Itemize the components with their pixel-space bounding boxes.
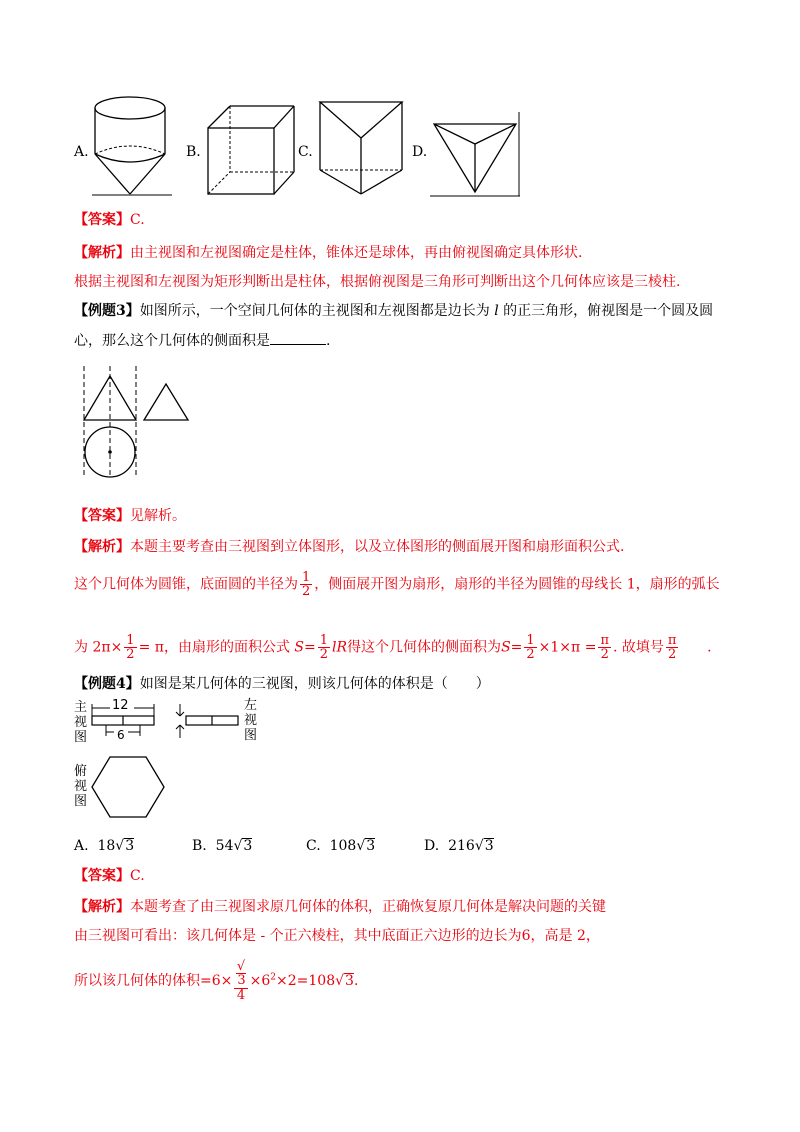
radicand: 3 [237,973,246,988]
q3-three-view-figure [76,366,216,482]
q4-text: 如图是某几何体的三视图，则该几何体的体积是（ ） [139,676,490,692]
q4-l3-end: . [353,973,359,989]
option-b-label: B. [186,144,201,160]
frac-num: √ 3 [234,960,247,989]
frac-den: 2 [319,647,329,662]
q3-analysis-line3 [74,634,712,661]
frac-num: 1 [319,633,329,648]
fraction-pi-half [666,634,679,661]
q2-analysis-line [74,243,582,263]
fraction-sqrt3-over-4 [234,960,247,1002]
q2-answer-tag: 【答案】 [74,212,130,228]
q2-analysis-line2: 根据主视图和左视图为矩形判断出是柱体，根据俯视图是三角形可判断出这个几何体应该是三棱柱. [74,274,681,290]
frac-den: 2 [302,584,311,599]
radicand: 3 [345,973,354,989]
q3-l2-a: 这个几何体为圆锥，底面圆的半径为 [74,576,298,593]
q2-analysis-text: 由主视图和左视图确定是柱体，锥体还是球体，再由俯视图确定具体形状. [130,245,583,261]
frac-num: 1 [526,633,535,648]
option-c-label: C. [298,144,313,160]
fraction-one-half [124,634,136,661]
var-lr: lR [332,639,348,656]
hexagon-top-view [90,754,166,820]
q2-answer-text: C. [130,212,145,228]
top-view-label: 俯视图 [74,764,88,809]
q3-answer-text: 见解析。 [130,508,186,524]
option-coef: 216 [448,838,475,854]
q3-l3-g: . [707,639,712,656]
q2-analysis-tag: 【解析】 [74,245,130,261]
var-s: S [294,639,305,656]
q4-analysis-line [74,897,606,917]
q4-answer-tag: 【答案】 [74,868,130,884]
q3-l3-c: 得这个几何体的侧面积为 [347,639,502,656]
q4-answer-text: C. [130,868,145,884]
q3-answer-tag: 【答案】 [74,508,130,524]
q3-answer-line [74,506,186,526]
q3-l3-a: 为 2 [74,639,102,656]
pi-symbol: π [101,639,111,656]
frac-num: 1 [126,633,135,648]
q3-analysis-line [74,537,624,557]
q3-line2-text: 心，那么这个几何体的侧面积是 [74,333,270,349]
q3-l3-d: ×1× [538,639,572,656]
q2-answer-line [74,210,145,230]
frac-den: 2 [126,647,135,662]
q3-text-a: 如图所示，一个空间几何体的主视图和左视图都是边长为 [139,303,490,319]
q3-l3-f: . 故填号 [612,639,664,656]
option-radicand: 3 [484,838,494,854]
option-coef: 108 [329,838,357,854]
eq-symbol: = [304,639,316,656]
q4-l3-b: ×6 [249,973,271,989]
q4-l3-c: ×2=108 [276,973,336,989]
option-d-label: D. [412,144,428,160]
front-view-label: 主视图 [74,700,88,745]
frac-num: π [600,633,609,648]
fraction-one-half [300,571,312,598]
option-letter: C. [306,838,321,854]
exponent-2: 2 [270,972,277,983]
frac-den: 4 [236,988,246,1003]
option-radicand: 3 [243,838,253,854]
q3-analysis-tag: 【解析】 [74,539,130,555]
side-view-label: 左视图 [244,698,258,743]
frac-den: 2 [526,647,535,662]
option-letter: B. [192,838,207,854]
q3-line2-end: . [326,333,331,349]
fraction-pi-half [598,634,611,661]
q3-question-line2 [74,330,330,351]
q4-option-b[interactable]: B. 54√3 [192,838,253,854]
q4-option-d[interactable]: D. 216√3 [424,838,494,854]
q3-l2-b: ，侧面展开图为扇形，扇形的半径为圆锥的母线长 1，扇形的弧长 [314,576,720,593]
option-coef: 18 [97,838,116,854]
frac-den: 2 [600,647,609,662]
q4-question-line [74,674,490,694]
q3-analysis-line2 [74,571,720,598]
q3-question-line1 [74,301,713,321]
q4-tag: 【例题4】 [74,676,140,692]
eq-symbol: = [510,639,523,656]
q4-front-side-views [88,700,248,742]
q3-tag: 【例题3】 [74,303,140,319]
option-letter: A. [74,838,89,854]
q4-analysis-text: 本题考查了由三视图求原几何体的体积，正确恢复原几何体是解决问题的关键 [130,899,606,915]
option-radicand: 3 [366,838,376,854]
q4-analysis-line2: 由三视图可看出：该几何体是 - 个正六棱柱，其中底面正六边形的边长为6，高是 2， [74,928,600,944]
fraction-one-half [524,634,536,661]
frac-num: π [667,633,677,648]
q4-answer-line [74,866,145,886]
figure-b-cube [204,102,298,198]
figure-d-pyramid [430,112,522,198]
q4-l3-a: 所以该几何体的体积=6× [74,973,233,989]
option-radicand: 3 [125,838,135,854]
figure-c-prism [316,98,408,198]
q3-var-l: l [494,303,499,319]
q4-option-a[interactable]: A. 18√3 [74,838,135,854]
dimension-6: 6 [117,728,125,742]
q3-l3-e: π = [571,639,597,656]
q4-analysis-tag: 【解析】 [74,899,130,915]
option-coef: 54 [215,838,234,854]
var-s: S [501,639,511,656]
frac-num: 1 [302,570,311,585]
frac-den: 2 [668,647,677,662]
option-a-label: A. [74,144,89,160]
times-symbol: × [110,639,123,656]
q3-text-b: 的正三角形，俯视图是一个圆及圆 [503,303,714,319]
answer-blank [270,330,326,345]
q4-option-c[interactable]: C. 108√3 [306,838,376,854]
q3-analysis-text: 本题主要考查由三视图到立体图形，以及立体图形的侧面展开图和扇形面积公式. [130,539,625,555]
q3-l3-b: = π，由扇形的面积公式 [138,639,290,656]
fraction-one-half [318,634,330,661]
option-letter: D. [424,838,440,854]
dimension-12: 12 [112,698,129,713]
figure-a-cylinder-cone [92,94,174,198]
q4-analysis-line3: 所以该几何体的体积=6× √ 3 4 $\times 6^2\times 2=108√3$. [74,959,359,1003]
